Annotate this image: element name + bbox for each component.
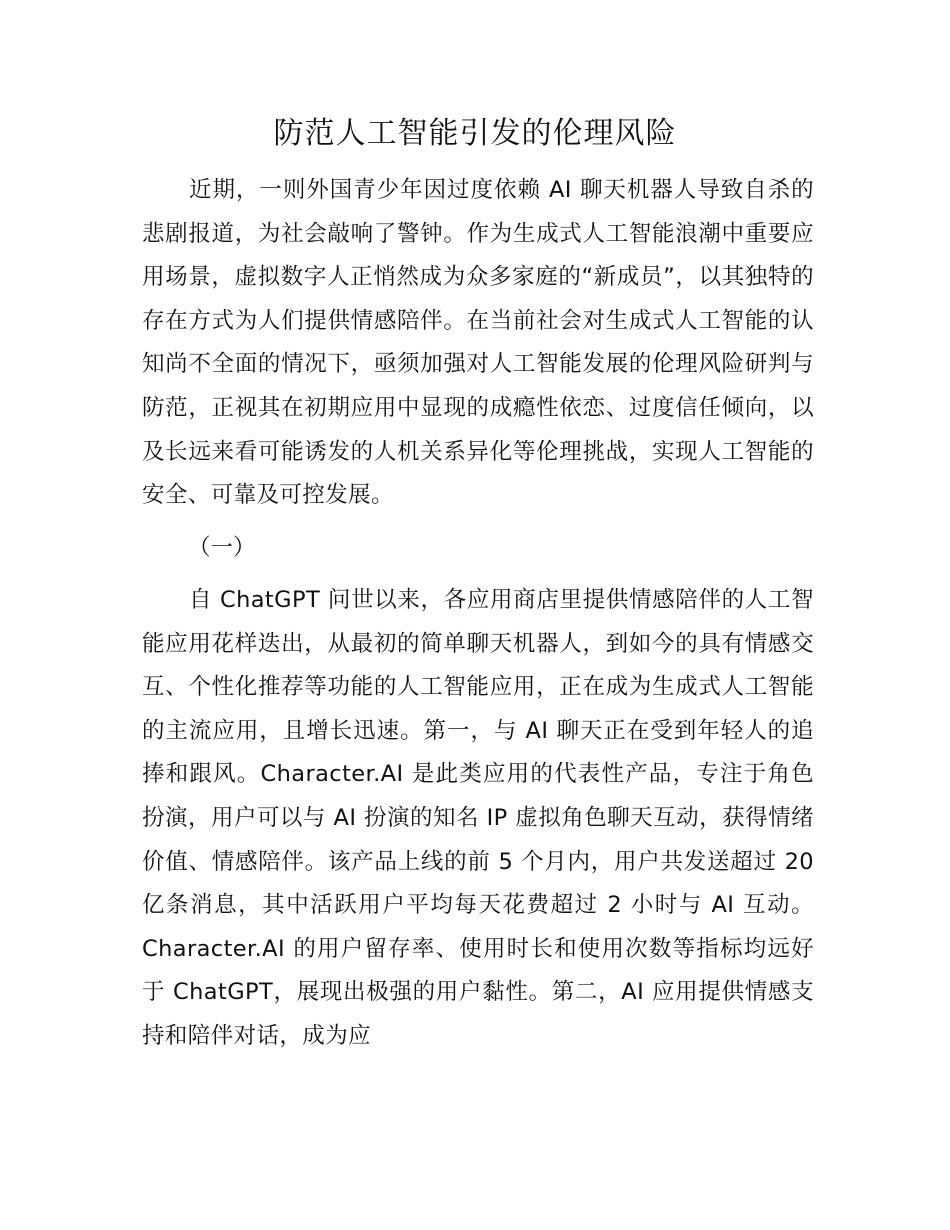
section-heading-one: （一） <box>188 535 256 561</box>
paragraph-section-one: 自 ChatGPT 问世以来，各应用商店里提供情感陪伴的人工智能应用花样迭出，从最初的简单聊天机器人，到如今的具有情感交互、个性化推荐等功能的人工智能应用，正在成为生成式人工智能的主流应用，且增长迅速。第一，与 AI 聊天正在受到年轻人的追捧和跟风。Character.AI 是此类应用的代表性产品，专注于角色扮演，用户可以与 AI 扮演的知名 IP 虚拟角色聊天互动，获得情绪价值、情感陪伴。该产品上线的前 5 个月内，用户共发送超过 20 亿条消息，其中活跃用户平均每天花费超过 2 小时与 AI 互动。Character.AI 的用户留存率、使用时长和使用次数等指标均远好于 ChatGPT，展现出极强的用户黏性。第二，AI 应用提供情感支持和陪伴对话，成为应 <box>142 587 814 1049</box>
paragraph-intro: 近期，一则外国青少年因过度依赖 AI 聊天机器人导致自杀的悲剧报道，为社会敲响了警钟。作为生成式人工智能浪潮中重要应用场景，虚拟数字人正悄然成为众多家庭的“新成员”，以其独特的存在方式为人们提供情感陪伴。在当前社会对生成式人工智能的认知尚不全面的情况下，亟须加强对人工智能发展的伦理风险研判与防范，正视其在初期应用中显现的成瘾性依恋、过度信任倾向，以及长远来看可能诱发的人机关系异化等伦理挑战，实现人工智能的安全、可靠及可控发展。 <box>142 177 814 509</box>
document-title: 防范人工智能引发的伦理风险 <box>273 116 677 151</box>
